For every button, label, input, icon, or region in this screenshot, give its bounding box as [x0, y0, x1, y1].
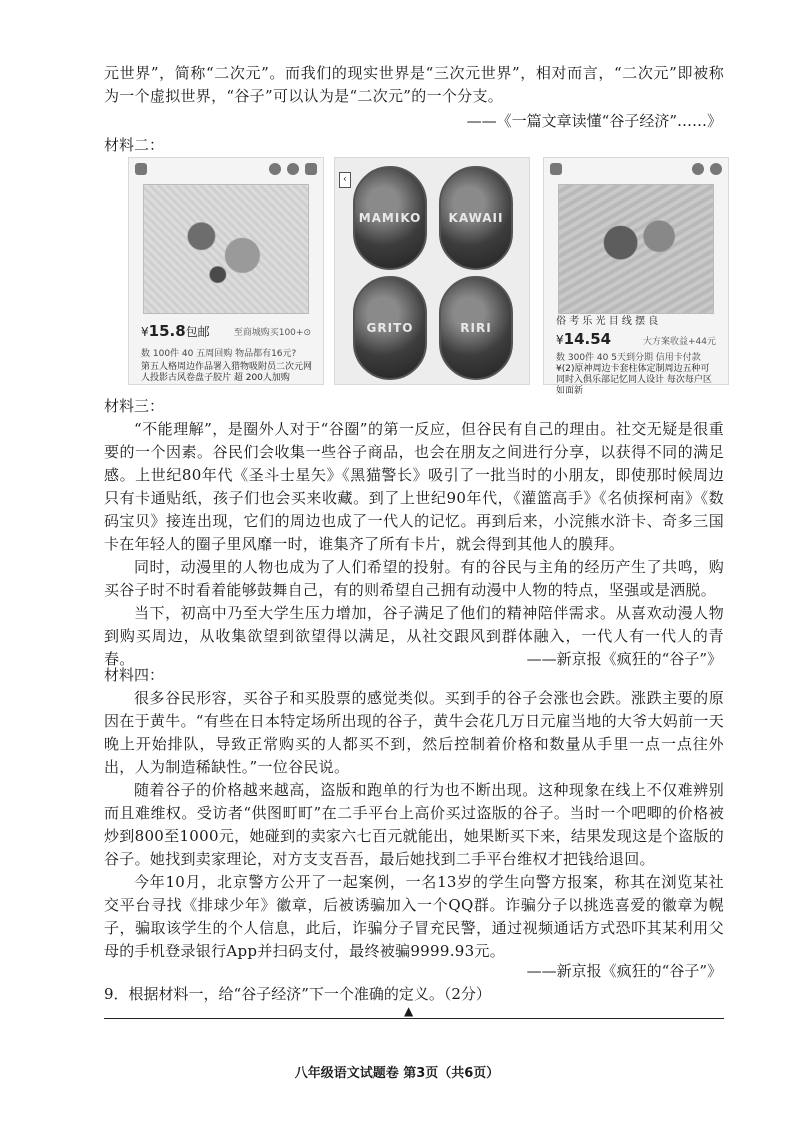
- material3-paragraph-2: 同时，动漫里的人物也成为了人们希望的投射。有的谷民与主角的经历产生了共鸣，购买谷子时不时看着能够鼓舞自己，有的则希望自己拥有动漫中人物的特点，坚强或是洒脱。: [104, 558, 724, 599]
- badge-1: MAMIKO: [353, 166, 427, 270]
- material3-paragraph-3: 当下，初高中乃至大学生压力增加，谷子满足了他们的精神陪伴需求。从喜欢动漫人物到购买周边，从收集欲望到欲望得以满足，从社交跟风到群体融入，一代人有一代人的青春。: [104, 604, 724, 668]
- material4-paragraph-1: 很多谷民形容，买谷子和买股票的感觉类似。买到手的谷子会涨也会跌。涨跌主要的原因在于黄牛。“有些在日本特定场所出现的谷子，黄牛会花几万日元雇当地的大爷大妈前一天晚上开始排队，导致正常购买的人都买不到，然后控制着价格和数量从手里一点一点往外出，人为制造稀缺性。”一位谷民说。: [104, 689, 724, 776]
- material2-title: 材料二：: [104, 136, 165, 154]
- product-title-text: 俗 考 乐 光 目 线 摆 良: [556, 316, 659, 327]
- product-meta: 数 300件 40 5天到分期 信用卡付款: [556, 353, 701, 363]
- screenshot-toolbar: [544, 158, 728, 180]
- product-price: ¥14.54: [556, 330, 612, 348]
- material4-paragraph-2: 随着谷子的价格越来越高，盗版和跑单的行为也不断出现。这种现象在线上不仅难辨别而且难维权。受访者“供图町町”在二手平台上高价买过盗版的谷子。当时一个吧唧的价格被炒到800至1000元，她碰到的卖家六七百元就能出，她果断买下来，结果发现这是个盗版的谷子。她找到卖家理论，对方支支吾吾，最后她找到二手平台维权才把钱给退回。: [104, 781, 724, 868]
- back-icon: [550, 163, 562, 175]
- material1-tail-paragraph: 元世界”，简称“二次元”。而我们的现实世界是“三次元世界”，相对而言，“二次元”即被称为一个虚拟世界，“谷子”可以认为是“二次元”的一个分支。: [104, 64, 724, 105]
- material4-source: ——新京报《疯狂的“谷子”》: [526, 962, 722, 980]
- question-9: 9．根据材料一，给“谷子经济”下一个准确的定义。（2分）: [104, 985, 491, 1003]
- cart-icon: [269, 163, 281, 175]
- product-caption: 第五人格周边作品署入猎物吸附员二次元网人投影古风卷盘子胶片 超 200人加购: [141, 362, 313, 383]
- material3-title: 材料三：: [104, 397, 165, 415]
- answer-line[interactable]: [104, 1018, 724, 1019]
- badge-3: GRITO: [353, 276, 427, 380]
- page-footer: 八年级语文试题卷 第3页（共6页）: [294, 1066, 500, 1081]
- material3-source: ——新京报《疯狂的“谷子”》: [526, 650, 722, 668]
- product-artwork: [558, 184, 714, 314]
- cart-icon: [692, 163, 704, 175]
- badge-2: KAWAII: [439, 166, 513, 270]
- material3-paragraph-1: “不能理解”，是圈外人对于“谷圈”的第一反应，但谷民有自己的理由。社交无疑是很重要的一个因素。谷民们会收集一些谷子商品，也会在朋友之间进行分享，以获得不同的满足感。上世纪80年代《圣斗士星矢》《黑猫警长》吸引了一批当时的小朋友，即使那时候周边只有卡通贴纸，孩子们也会买来收藏。到了上世纪90年代，《灌篮高手》《名侦探柯南》《数码宝贝》接连出现，它们的周边也成了一代人的记忆。再到后来，小浣熊水浒卡、奇多三国卡在年轻人的圈子里风靡一时，谁集齐了所有卡片，就会得到其他人的膜拜。: [104, 420, 724, 553]
- product-caption: ¥(2)原神周边卡套柱体定制周边五种可同时入俱乐部记忆同人设计 每次每户区如面新: [556, 364, 712, 396]
- back-icon: ‹: [339, 172, 351, 188]
- back-icon: [135, 163, 147, 175]
- badge-4: RIRI: [439, 276, 513, 380]
- material4-title: 材料四：: [104, 666, 165, 684]
- answer-area-marker: ▲: [404, 1004, 414, 1018]
- material4-paragraph-3: 今年10月，北京警方公开了一起案例，一名13岁的学生向警方报案，称其在浏览某社交平台寻找《排球少年》徽章，后被诱骗加入一个QQ群。诈骗分子以挑选喜爱的徽章为幌子，骗取该学生的个人信息，此后，诈骗分子冒充民警，通过视频通话方式恐吓其某利用父母的手机登录银行App并扫码支付，最终被骗9999.93元。: [104, 873, 724, 960]
- product-price: ¥15.8包邮: [141, 322, 210, 340]
- material2-image-3: [543, 157, 729, 396]
- screenshot-toolbar: [129, 158, 323, 180]
- price-extra: 大方案收益+44元: [643, 337, 716, 347]
- product-meta: 数 100件 40 五周回购 物品都有16元?: [141, 349, 297, 359]
- product-artwork: [143, 184, 309, 314]
- share-icon: [710, 163, 722, 175]
- more-icon: [305, 163, 317, 175]
- material1-source: ——《一篇文章读懂“谷子经济”……》: [466, 112, 722, 130]
- material2-image-1: [128, 157, 324, 385]
- share-icon: [287, 163, 299, 175]
- price-extra: 至商城购买100+⊙: [233, 328, 311, 338]
- material2-image-2: [334, 157, 530, 385]
